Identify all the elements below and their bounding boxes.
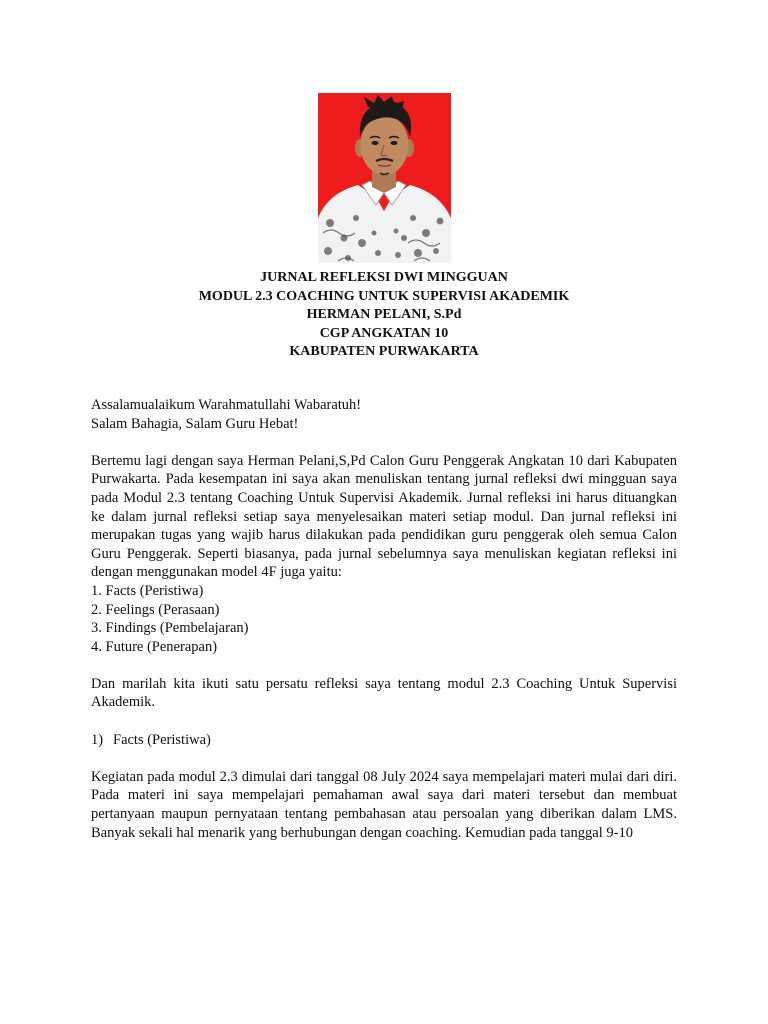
list-item-future: 4. Future (Penerapan) — [91, 638, 218, 655]
list-item-feelings: 2. Feelings (Perasaan) — [91, 601, 220, 618]
section-1-paragraph: Kegiatan pada modul 2.3 dimulai dari tanggal 08 July 2024 saya mempelajari materi mulai dari diri. Pada materi ini saya mempelajari pemahaman awal saya dari materi tersebut dan membuat pertanyaan maupun pernyataan tentang pembahasan atau persoalan yang diberikan dalam LMS. Banyak sekali hal menarik yang berhubungan dengan coaching. Kemudian pada tanggal 9-10 — [91, 768, 677, 841]
transition-section — [91, 675, 677, 712]
document-page — [91, 93, 677, 842]
intro-section — [91, 452, 677, 657]
document-title-block — [91, 269, 677, 362]
greeting-line-1: Assalamualaikum Warahmatullahi Wabaratuh! — [91, 396, 362, 413]
title-author: HERMAN PELANI, S.Pd — [306, 307, 462, 323]
section-1-heading — [91, 731, 677, 750]
list-item-facts: 1. Facts (Peristiwa) — [91, 582, 204, 599]
title-journal: JURNAL REFLEKSI DWI MINGGUAN — [260, 270, 508, 285]
section-1-title: Facts (Peristiwa) — [113, 731, 211, 748]
section-1-body — [91, 768, 677, 842]
title-cohort: CGP ANGKATAN 10 — [319, 325, 449, 341]
portrait-image — [318, 93, 451, 263]
greeting-line-2: Salam Bahagia, Salam Guru Hebat! — [91, 415, 299, 432]
title-region: KABUPATEN PURWAKARTA — [289, 344, 479, 360]
portrait-photo — [318, 93, 451, 263]
list-item-findings: 3. Findings (Pembelajaran) — [91, 620, 249, 637]
title-module: MODUL 2.3 COACHING UNTUK SUPERVISI AKADEMIK — [198, 288, 570, 304]
greeting-block — [91, 396, 677, 433]
intro-paragraph: Bertemu lagi dengan saya Herman Pelani,S,Pd Calon Guru Penggerak Angkatan 10 dari Kabupaten Purwakarta. Pada kesempatan ini saya akan menuliskan tentang jurnal refleksi dwi mingguan saya pada Modul 2.3 tentang Coaching Untuk Supervisi Akademik. Jurnal refleksi ini harus dituangkan ke dalam jurnal refleksi setiap saya menyelesaikan materi setiap modul. Dan jurnal refleksi ini merupakan tugas yang wajib harus dilakukan pada pendidikan guru penggerak oleh semua Calon Guru Penggerak. Seperti biasanya, pada jurnal sebelumnya saya menuliskan kegiatan refleksi ini dengan menggunakan model 4F juga yaitu: — [91, 452, 677, 581]
transition-paragraph: Dan marilah kita ikuti satu persatu refleksi saya tentang modul 2.3 Coaching Untuk Supervisi Akademik. — [91, 675, 677, 711]
section-1-number: 1) — [91, 731, 104, 748]
